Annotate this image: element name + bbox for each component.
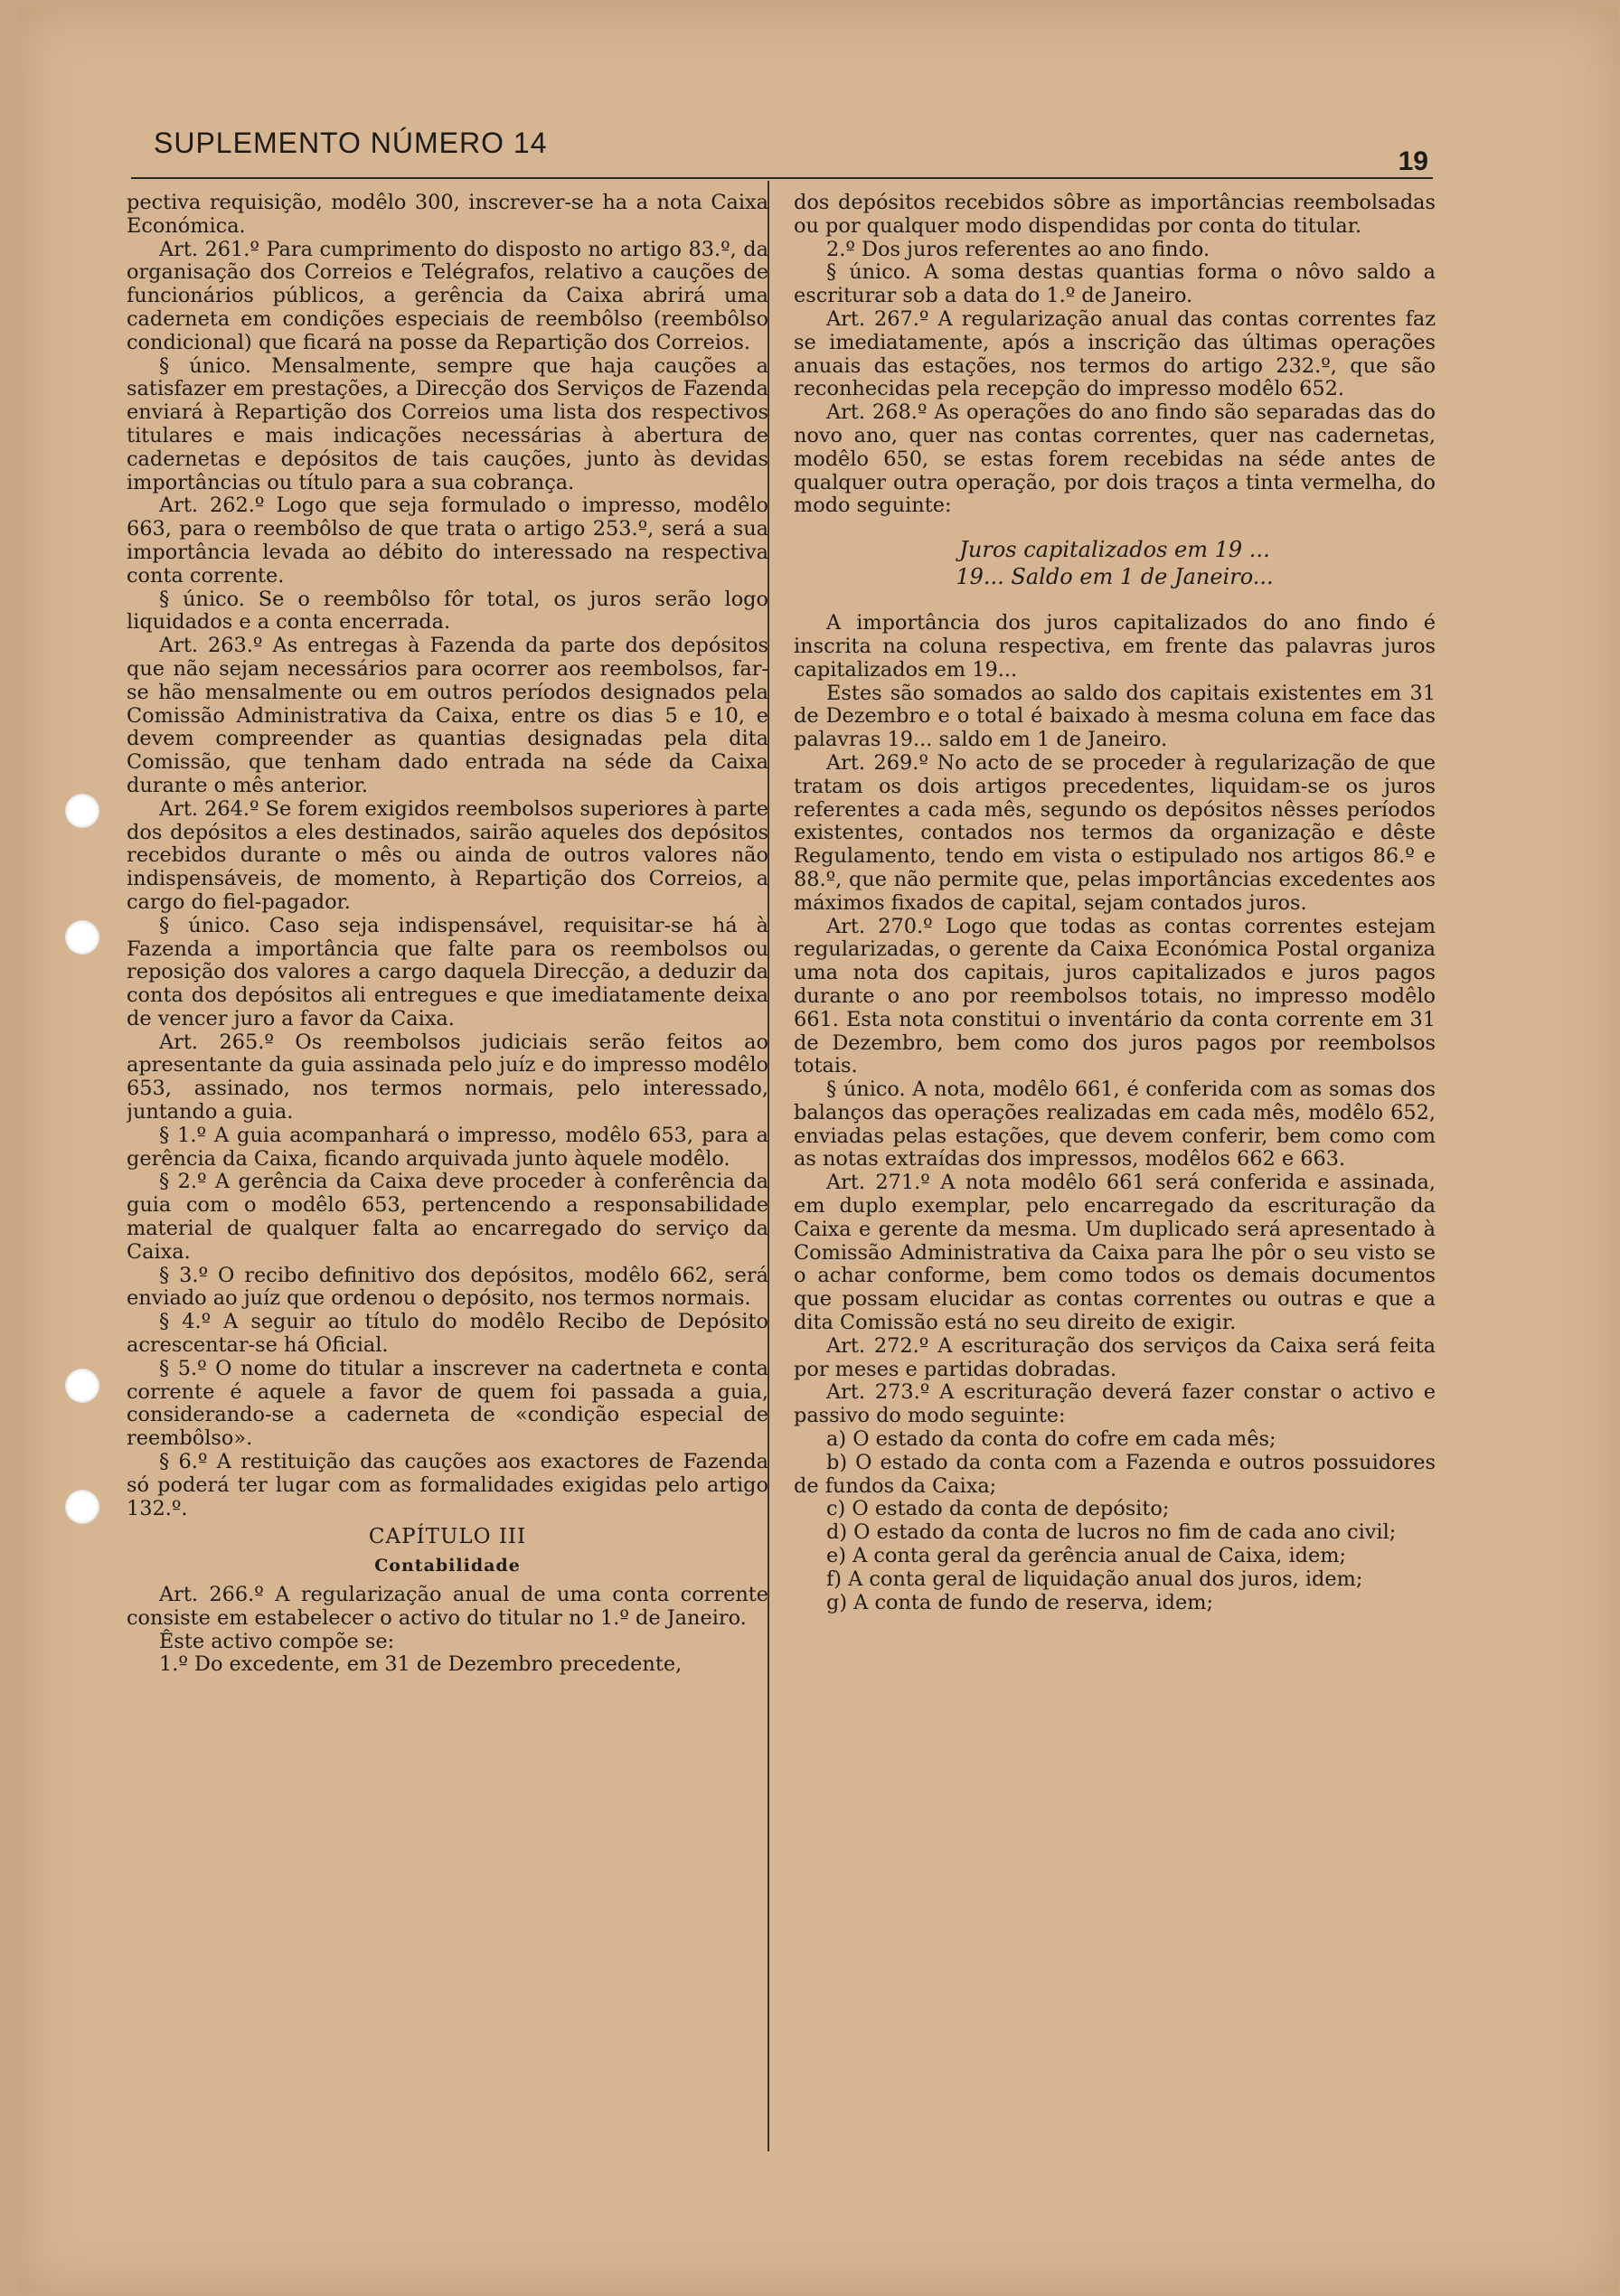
paragraph: Art. 263.º As entregas à Fazenda da parte dos depósitos que não sejam necessários para ocorrer aos reembolsos, far-se hão mensalmente ou em outros períodos designados pela Comissão Administrativa da Caixa, entre os dias 5 e 10, e devem compreender as quantias designadas pela dita Comissão, que tenham dado entrada na séde da Caixa durante o mês anterior. — [127, 634, 768, 797]
paragraph: c) O estado da conta de depósito; — [826, 1497, 1170, 1521]
paragraph: § único. Se o reembôlso fôr total, os juros serão logo liquidados e a conta encerrada. — [127, 587, 768, 635]
paragraph: Art. 270.º Logo que todas as contas correntes estejam regularizadas, o gerente da Caixa Económica Postal organiza uma nota dos capitais, juros capitalizados e juros pagos durante o ano por reembolsos totais, no impresso modêlo 661. Esta nota constitui o inventário da conta corrente em 31 de Dezembro, bem como dos juros pagos por reembolsos totais. — [794, 914, 1436, 1078]
paragraph: § único. Caso seja indispensável, requisitar-se há à Fazenda a importância que falte para os reembolsos ou reposição dos valores a cargo daquela Direcção, a deduzir da conta dos depósitos ali entregues e que imediatamente deixa de vencer juro a favor da Caixa. — [127, 913, 768, 1030]
paragraph: d) O estado da conta de lucros no fim de cada ano civil; — [826, 1520, 1397, 1545]
paragraph: Estes são somados ao saldo dos capitais existentes em 31 de Dezembro e o total é baixado à mesma coluna em face das palavras 19... saldo em 1 de Janeiro. — [794, 681, 1436, 752]
paragraph: Art. 272.º A escrituração dos serviços da Caixa será feita por meses e partidas dobradas. — [794, 1333, 1436, 1381]
right-column — [794, 192, 1436, 2162]
paragraph: § 5.º O nome do titular a inscrever na cadertneta e conta corrente é aquele a favor de quem foi passada a guia, considerando-se a caderneta de «condição especial de reembôlso». — [127, 1356, 768, 1451]
paragraph: Art. 273.º A escrituração deverá fazer constar o activo e passivo do modo seguinte: — [794, 1380, 1436, 1428]
punch-hole — [65, 920, 99, 955]
formula-block — [794, 536, 1436, 590]
paragraph: Art. 268.º As operações do ano findo são separadas das do novo ano, quer nas contas correntes, quer nas cadernetas, modêlo 650, se estas forem recebidas na séde antes de qualquer outra operação, por dois traços a tinta vermelha, do modo seguinte: — [794, 400, 1436, 518]
paragraph: e) A conta geral da gerência anual de Caixa, idem; — [826, 1544, 1347, 1568]
paragraph: 2.º Dos juros referentes ao ano findo. — [826, 237, 1210, 261]
paragraph: pectiva requisição, modêlo 300, inscrever-se ha a nota Caixa Económica. — [127, 192, 768, 238]
paragraph: § único. A soma destas quantias forma o nôvo saldo a escriturar sob a data do 1.º de Janeiro. — [794, 260, 1436, 308]
header-rule — [131, 177, 1433, 179]
left-column — [127, 192, 768, 2162]
page-number: 19 — [1398, 146, 1428, 176]
paragraph: § 3.º O recibo definitivo dos depósitos, modêlo 662, será enviado ao juíz que ordenou o depósito, nos termos normais. — [127, 1263, 768, 1311]
punch-hole — [65, 1369, 99, 1403]
paragraph: Art. 271.º A nota modêlo 661 será conferida e assinada, em duplo exemplar, pelo encarregado da escrituração da Caixa e gerente da mesma. Um duplicado será apresentado à Comissão Administrativa da Caixa para lhe pôr o seu visto se o achar conforme, bem como todos os demais documentos que possam elucidar as contas correntes ou outras e que a dita Comissão está no seu direito de exigir. — [794, 1171, 1436, 1335]
formula-line: 19... Saldo em 1 de Janeiro... — [956, 564, 1274, 590]
paragraph: f) A conta geral de liquidação anual dos juros, idem; — [826, 1567, 1363, 1591]
paragraph: 1.º Do excedente, em 31 de Dezembro precedente, — [159, 1652, 683, 1677]
paragraph: Art. 266.º A regularização anual de uma conta corrente consiste em estabelecer o activo do titular no 1.º de Janeiro. — [127, 1583, 768, 1630]
paragraph: § 6.º A restituição das cauções aos exactores de Fazenda só poderá ter lugar com as formalidades exigidas pelo artigo 132.º. — [127, 1450, 768, 1520]
paragraph: b) O estado da conta com a Fazenda e outros possuidores de fundos da Caixa; — [794, 1450, 1436, 1498]
paragraph: Art. 267.º A regularização anual das contas correntes faz se imediatamente, após a inscrição das últimas operações anuais das estações, nos termos do artigo 232.º, que são reconhecidas pela recepção do impresso modêlo 652. — [794, 306, 1436, 401]
paragraph: § único. A nota, modêlo 661, é conferida com as somas dos balanços das operações realizadas em cada mês, modêlo 652, enviadas pelas estações, que devem conferir, bem como com as notas extraídas dos impressos, modêlos 662 e 663. — [794, 1077, 1436, 1172]
formula-line: Juros capitalizados em 19 ... — [959, 537, 1270, 563]
paragraph: Art. 265.º Os reembolsos judiciais serão feitos ao apresentante da guia assinada pelo juíz e do impresso modêlo 653, assinado, nos termos normais, pelo interessado, juntando a guia. — [127, 1030, 768, 1124]
paragraph: g) A conta de fundo de reserva, idem; — [826, 1590, 1213, 1614]
paragraph: a) O estado da conta do cofre em cada mês; — [826, 1427, 1276, 1452]
paragraph: A importância dos juros capitalizados do ano findo é inscrita na coluna respectiva, em frente das palavras juros capitalizados em 19... — [794, 611, 1436, 682]
paragraph: Art. 264.º Se forem exigidos reembolsos superiores à parte dos depósitos a eles destinados, sairão aqueles dos depósitos recebidos durante o mês ou ainda de outros valores não indispensáveis, de momento, à Repartição dos Correios, a cargo do fiel-pagador. — [127, 796, 768, 914]
paragraph: Êste activo compõe se: — [159, 1629, 395, 1653]
paragraph: § 4.º A seguir ao título do modêlo Recibo de Depósito acrescentar-se há Oficial. — [127, 1310, 768, 1358]
paragraph: Art. 262.º Logo que seja formulado o impresso, modêlo 663, para o reembôlso de que trata o artigo 253.º, será a sua importância levada ao débito do interessado na respectiva conta corrente. — [127, 494, 768, 588]
paragraph: dos depósitos recebidos sôbre as importâncias reembolsadas ou por qualquer modo dispendidas por conta do titular. — [794, 192, 1436, 238]
chapter-title: Contabilidade — [374, 1556, 521, 1576]
running-title: SUPLEMENTO NÚMERO 14 — [154, 127, 548, 159]
paragraph: Art. 269.º No acto de se proceder à regularização de que tratam os dois artigos precedentes, liquidam-se os juros referentes a cada mês, segundo os depósitos nêsses períodos existentes, contados nos termos da organização e dêste Regulamento, tendo em vista o estipulado nos artigos 86.º e 88.º, que não permite que, pelas importâncias excedentes aos máximos fixados de capital, sejam contados juros. — [794, 750, 1436, 915]
paragraph: Art. 261.º Para cumprimento do disposto no artigo 83.º, da organisação dos Correios e Telégrafos, relativo a cauções de funcionários públicos, a gerência da Caixa abrirá uma caderneta em condições especiais de reembôlso (reembôlso condicional) que ficará na posse da Repartição dos Correios. — [127, 237, 768, 354]
paragraph: § 1.º A guia acompanhará o impresso, modêlo 653, para a gerência da Caixa, ficando arquivada junto àquele modêlo. — [127, 1123, 768, 1171]
paragraph: § único. Mensalmente, sempre que haja cauções a satisfazer em prestações, a Direcção dos Serviços de Fazenda enviará à Repartição dos Correios uma lista dos respectivos titulares e mais indicações necessárias à abertura de cadernetas e depósitos de tais cauções, junto às devidas importâncias ou título para a sua cobrança. — [127, 353, 768, 494]
punch-hole — [65, 1490, 99, 1524]
chapter-number: CAPÍTULO III — [368, 1525, 527, 1549]
paragraph: § 2.º A gerência da Caixa deve proceder à conferência da guia com o modêlo 653, pertencendo a responsabilidade material de qualquer falta ao encarregado do serviço da Caixa. — [127, 1170, 768, 1264]
punch-hole — [65, 794, 99, 828]
page-header — [154, 127, 1428, 176]
